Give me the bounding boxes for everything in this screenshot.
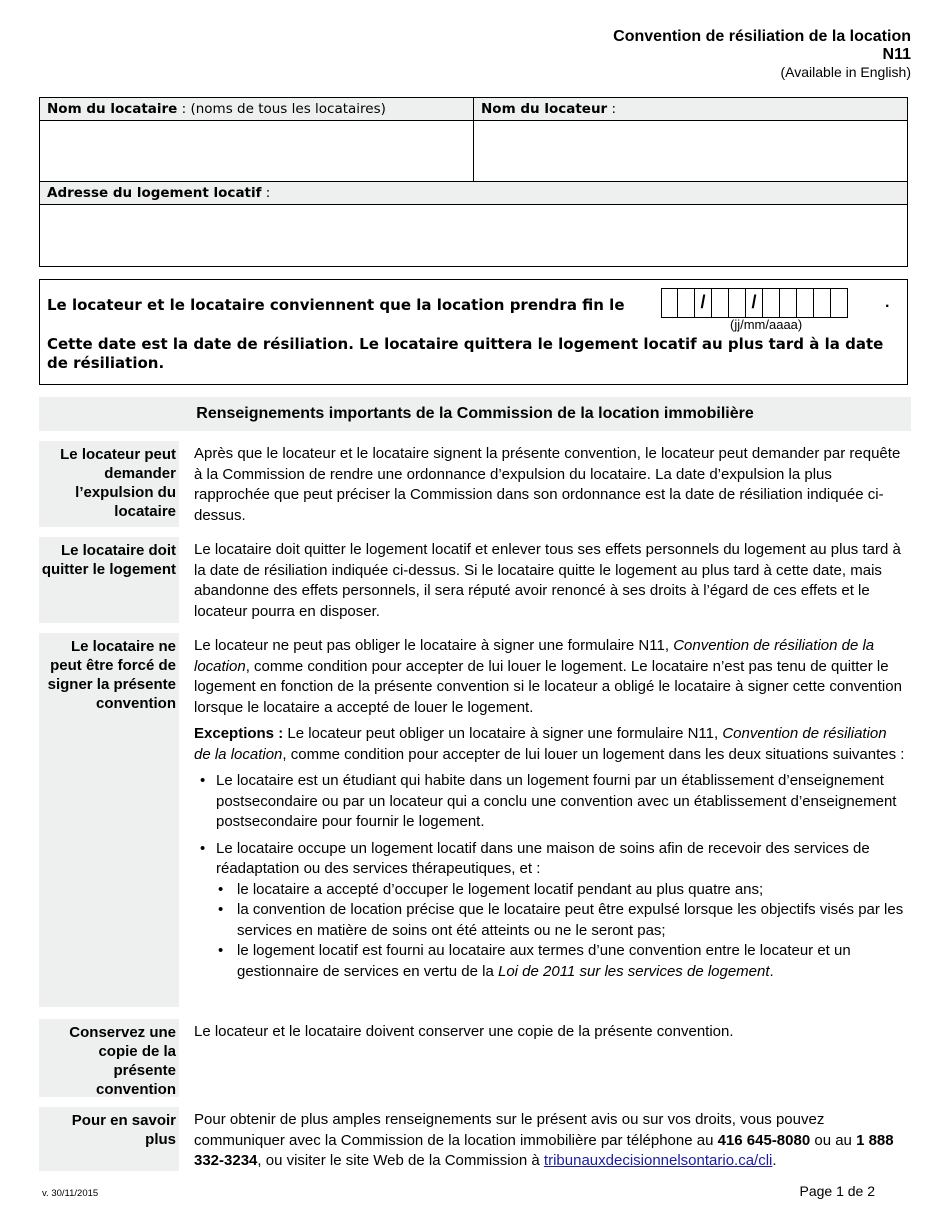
termination-notice-text: Cette date est la date de résiliation. Le locataire quittera le logement locatif au plus tard à la date de résiliation. bbox=[47, 335, 884, 372]
date-day-digit[interactable] bbox=[661, 288, 678, 318]
section-move-out-text: Le locataire doit quitter le logement locatif et enlever tous ses effets personnels du logement au plus tard à la date de résiliation indiquée ci-dessus. Si le locataire quitte le logement au plus tard à cette date, mais abandonne des effets personnels, il sera réputé avoir renoncé à ses droits à l’égard de ces effets et le locateur pourra en disposer. bbox=[194, 541, 901, 620]
section-move-out bbox=[39, 537, 911, 623]
exception-care-home: • Le locataire occupe un logement locatif dans une maison de soins afin de recevoir des services de réadaptation ou des services thérapeutiques, et : bbox=[200, 839, 870, 877]
date-year-digit[interactable] bbox=[831, 288, 848, 318]
address-field-row bbox=[40, 205, 907, 266]
section-not-forced-text bbox=[194, 636, 906, 982]
form-header bbox=[613, 28, 911, 81]
form-version: v. 30/11/2015 bbox=[42, 1188, 99, 1199]
tenant-name-label: Nom du locataire : (noms de tous les locataires) bbox=[47, 101, 386, 117]
date-separator: / bbox=[695, 288, 712, 318]
phone-tollfree: 1 888 332-3234 bbox=[194, 1131, 894, 1169]
section-keep-copy bbox=[39, 1019, 911, 1097]
bullet-icon: • bbox=[218, 942, 224, 959]
section-not-forced-title: Le locataire ne peut être forcé de signer la présente convention bbox=[39, 633, 179, 1007]
termination-box bbox=[39, 279, 908, 385]
section-move-out-title: Le locataire doit quitter le logement bbox=[39, 537, 179, 623]
date-year-digit[interactable] bbox=[797, 288, 814, 318]
available-english-note: (Available in English) bbox=[780, 64, 911, 80]
care-home-condition: • la convention de location précise que le locataire peut être expulsé lorsque les objectifs visés par les services en matière de soins ont été atteints ou ne le seront pas; bbox=[218, 901, 904, 939]
form-title: Convention de résiliation de la location bbox=[613, 28, 911, 45]
date-month-digit[interactable] bbox=[729, 288, 746, 318]
date-year-digit[interactable] bbox=[763, 288, 780, 318]
section-more-info-title: Pour en savoir plus bbox=[39, 1107, 179, 1171]
important-info-heading: Renseignements importants de la Commission de la location immobilière bbox=[39, 397, 911, 431]
exception-student: • Le locataire est un étudiant qui habite dans un logement fourni par un établissement d’enseignement postsecondaire ou par un locateur qui a conclu une convention avec un établissement d’enseignement postsecondaire pour fournir le logement. bbox=[200, 772, 897, 830]
date-year-digit[interactable] bbox=[814, 288, 831, 318]
bullet-icon: • bbox=[200, 839, 206, 857]
section-more-info bbox=[39, 1107, 911, 1171]
date-separator: / bbox=[746, 288, 763, 318]
date-year-digit[interactable] bbox=[780, 288, 797, 318]
date-format-hint: (jj/mm/aaaa) bbox=[730, 317, 803, 332]
exceptions-paragraph: Exceptions : Le locateur peut obliger un locataire à signer une formulaire N11, Convention de résiliation de la location, comme condition pour accepter de lui louer un logement dans les deux situations suivantes : bbox=[194, 725, 905, 763]
landlord-name-field[interactable] bbox=[473, 121, 907, 181]
page-number: Page 1 de 2 bbox=[799, 1183, 875, 1199]
address-label-row bbox=[40, 182, 907, 205]
care-home-condition: • le locataire a accepté d’occuper le logement locatif pendant au plus quatre ans; bbox=[194, 880, 906, 901]
bullet-icon: • bbox=[218, 880, 224, 898]
form-code: N11 bbox=[882, 46, 911, 63]
phone-local: 416 645-8080 bbox=[717, 1131, 811, 1149]
section-eviction bbox=[39, 441, 911, 527]
termination-date-field[interactable] bbox=[661, 288, 848, 318]
bullet-icon: • bbox=[200, 772, 206, 789]
date-month-digit[interactable] bbox=[712, 288, 729, 318]
section-keep-copy-title: Conservez une copie de la présente convention bbox=[39, 1019, 179, 1097]
bullet-icon: • bbox=[218, 901, 224, 918]
tenant-name-field[interactable] bbox=[40, 121, 473, 181]
section-eviction-text: Après que le locateur et le locataire signent la présente convention, le locateur peut demander par requête à la Commission de rendre une ordonnance d’expulsion du locataire. La date d’expulsion la plus rapprochée que peut préciser la Commission dans son ordonnance est la date de résiliation indiquée ci-dessus. bbox=[194, 445, 901, 524]
landlord-name-label: Nom du locateur : bbox=[473, 98, 907, 120]
care-home-condition: • le logement locatif est fourni au locataire aux termes d’une convention entre le locateur et un gestionnaire de services en vertu de la Loi de 2011 sur les services de logement. bbox=[218, 942, 851, 980]
section-not-forced bbox=[39, 633, 911, 1007]
section-eviction-title: Le locateur peut demander l’expulsion du locataire bbox=[39, 441, 179, 527]
parties-table bbox=[39, 97, 908, 267]
not-forced-paragraph: Le locateur ne peut pas obliger le locataire à signer une formulaire N11, Convention de résiliation de la location, comme condition pour accepter de lui louer le logement. Le locataire n’est pas tenu de quitter le logement en fonction de la présente convention si le locateur a obligé le locataire à signer cette convention lorsque le locataire a accepté de louer le logement. bbox=[194, 637, 902, 716]
ltb-website-link[interactable]: tribunauxdecisionnelsontario.ca/cli bbox=[543, 1152, 773, 1169]
date-day-digit[interactable] bbox=[678, 288, 695, 318]
termination-agreement-text: Le locateur et le locataire conviennent que la location prendra fin le bbox=[47, 296, 625, 314]
names-label-row bbox=[40, 98, 907, 121]
date-period: . bbox=[885, 294, 890, 311]
names-field-row bbox=[40, 121, 907, 182]
rental-address-field[interactable] bbox=[40, 205, 907, 266]
rental-address-label: Adresse du logement locatif : bbox=[47, 185, 271, 201]
section-more-info-text: Pour obtenir de plus amples renseignements sur le présent avis ou sur vos droits, vous pouvez communiquer avec la Commission de la location immobilière par téléphone au 416 645-8080 ou au 1 888 332-3234, ou visiter le site Web de la Commission à tribunauxdecisionnelsontario.ca/cli. bbox=[194, 1111, 894, 1169]
section-keep-copy-text: Le locateur et le locataire doivent conserver une copie de la présente convention. bbox=[194, 1023, 734, 1040]
